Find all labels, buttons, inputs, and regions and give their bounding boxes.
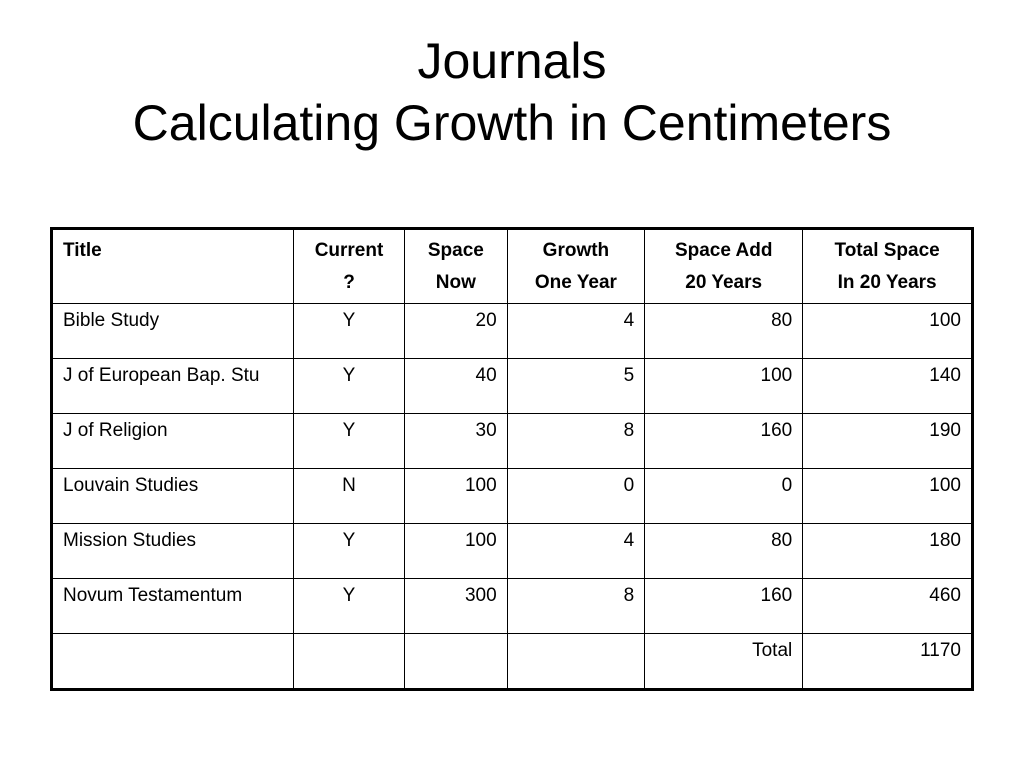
cell-growth: 5 [507, 359, 644, 414]
total-value: 1170 [803, 634, 973, 690]
total-label: Total [645, 634, 803, 690]
cell-title: Mission Studies [52, 524, 294, 579]
cell-current: Y [294, 524, 405, 579]
header-current [294, 229, 405, 304]
header-total-space-line2: In 20 Years [837, 272, 937, 293]
cell-growth: 4 [507, 304, 644, 359]
cell-total: 140 [803, 359, 973, 414]
cell-empty [294, 634, 405, 690]
header-total-space-line1: Total Space [834, 240, 940, 261]
table-row [52, 304, 973, 359]
slide-title-line1: Journals [417, 33, 607, 89]
cell-title: Novum Testamentum [52, 579, 294, 634]
table-row [52, 524, 973, 579]
header-growth [507, 229, 644, 304]
header-space-now-line2: Now [435, 272, 476, 293]
total-row [52, 634, 973, 690]
cell-current: Y [294, 414, 405, 469]
cell-space-now: 20 [405, 304, 508, 359]
cell-space-add: 100 [645, 359, 803, 414]
header-row [52, 229, 973, 304]
header-growth-line2: One Year [534, 272, 617, 293]
table-row [52, 579, 973, 634]
cell-space-add: 80 [645, 524, 803, 579]
cell-total: 460 [803, 579, 973, 634]
cell-total: 190 [803, 414, 973, 469]
header-space-add [645, 229, 803, 304]
header-space-now-line1: Space [427, 240, 484, 261]
header-title-line1: Title [63, 240, 102, 261]
cell-empty [52, 634, 294, 690]
slide-title-line2: Calculating Growth in Centimeters [132, 95, 892, 151]
header-current-line1: Current [314, 240, 384, 261]
journals-table [50, 227, 974, 691]
cell-total: 100 [803, 304, 973, 359]
cell-space-now: 300 [405, 579, 508, 634]
header-space-add-line2: 20 Years [685, 272, 763, 293]
cell-space-now: 40 [405, 359, 508, 414]
cell-space-add: 160 [645, 414, 803, 469]
cell-space-now: 100 [405, 469, 508, 524]
cell-total: 180 [803, 524, 973, 579]
cell-space-now: 30 [405, 414, 508, 469]
table-row [52, 359, 973, 414]
cell-growth: 0 [507, 469, 644, 524]
slide-title [0, 30, 1024, 154]
cell-space-add: 80 [645, 304, 803, 359]
table-header [52, 229, 973, 304]
cell-current: Y [294, 579, 405, 634]
header-current-line2: ? [343, 272, 355, 293]
header-space-add-line1: Space Add [674, 240, 773, 261]
cell-title: Bible Study [52, 304, 294, 359]
header-total-space [803, 229, 973, 304]
table-body [52, 304, 973, 690]
cell-empty [405, 634, 508, 690]
cell-space-add: 0 [645, 469, 803, 524]
cell-current: N [294, 469, 405, 524]
cell-current: Y [294, 359, 405, 414]
header-growth-line1: Growth [542, 240, 610, 261]
cell-space-add: 160 [645, 579, 803, 634]
cell-space-now: 100 [405, 524, 508, 579]
header-space-now [405, 229, 508, 304]
header-title [52, 229, 294, 304]
cell-title: Louvain Studies [52, 469, 294, 524]
cell-current: Y [294, 304, 405, 359]
cell-growth: 4 [507, 524, 644, 579]
cell-empty [507, 634, 644, 690]
cell-title: J of European Bap. Stu [52, 359, 294, 414]
cell-growth: 8 [507, 579, 644, 634]
cell-total: 100 [803, 469, 973, 524]
table-row [52, 469, 973, 524]
table-row [52, 414, 973, 469]
cell-growth: 8 [507, 414, 644, 469]
cell-title: J of Religion [52, 414, 294, 469]
